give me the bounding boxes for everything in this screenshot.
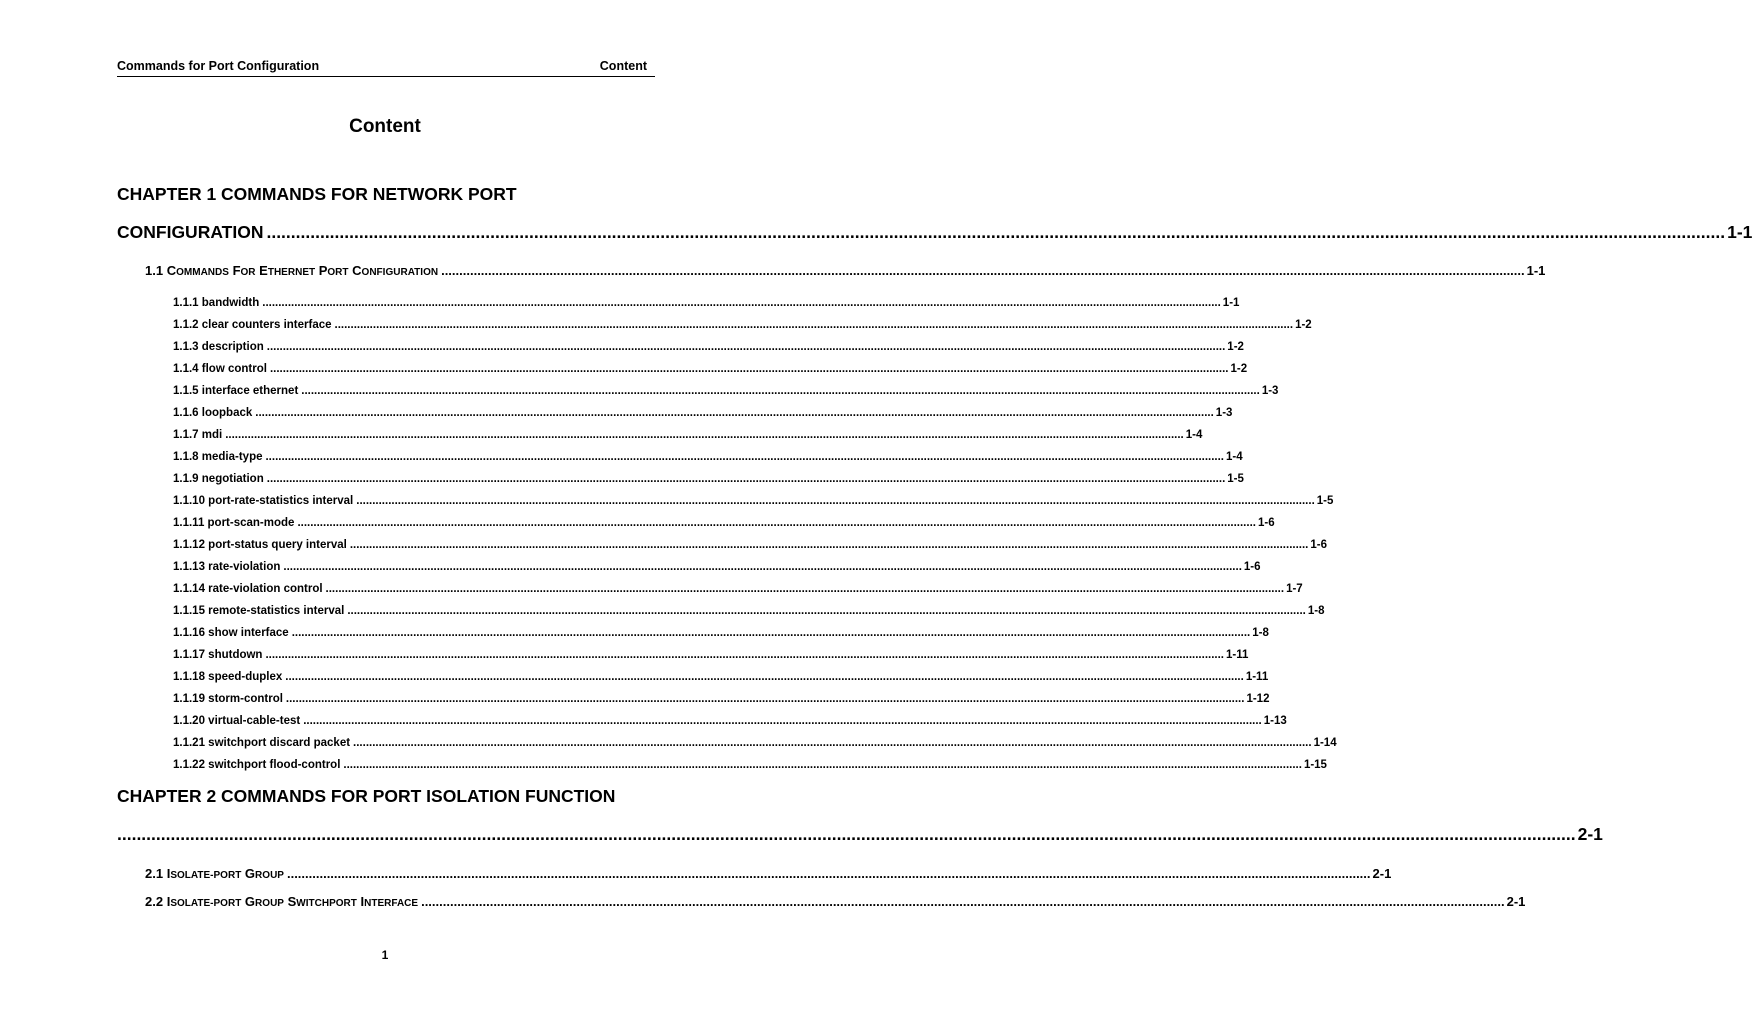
section-number: 2.2 [145, 894, 164, 909]
subsection-label: 1.1.15 remote-statistics interval [173, 605, 345, 617]
page-ref: 1-3 [1215, 407, 1233, 419]
page-ref: 1-3 [1261, 385, 1279, 397]
dot-leader: ............................................................................................................................................................................................................................................................................................................ [356, 495, 1315, 507]
subsection-label: 1.1.9 negotiation [173, 473, 264, 485]
toc-entry-chapter-1[interactable] [117, 222, 1752, 243]
toc-entry-subsection[interactable] [173, 693, 1270, 705]
dot-leader: ............................................................................................................................................................................................................................................................................................................ [266, 341, 1226, 353]
dot-leader: ............................................................................................................................................................................................................................................................................................................ [297, 517, 1256, 529]
running-header [117, 59, 655, 77]
dot-leader: ............................................................................................................................................................................................................................................................................................................ [285, 693, 1245, 705]
page-ref: 1-1 [1727, 222, 1752, 242]
page-ref: 1-8 [1252, 627, 1269, 639]
chapter-1-title-line2: CONFIGURATION [117, 222, 264, 242]
page-ref: 1-7 [1286, 583, 1303, 595]
page-ref: 1-5 [1316, 495, 1334, 507]
dot-leader: ............................................................................................................................................................................................................................................................................................................ [285, 671, 1244, 683]
toc-entry-subsection[interactable] [173, 297, 1240, 309]
subsection-label: 1.1.4 flow control [173, 363, 267, 375]
toc-entry-subsection[interactable] [173, 385, 1279, 397]
subsection-label: 1.1.1 bandwidth [173, 297, 260, 309]
dot-leader: ............................................................................................................................................................................................................................................................................................................ [347, 605, 1306, 617]
page-ref: 1-6 [1257, 517, 1275, 529]
page-ref: 1-11 [1245, 671, 1269, 683]
page-ref: 1-11 [1226, 649, 1249, 661]
page-ref: 2-1 [1372, 866, 1392, 881]
subsection-label: 1.1.10 port-rate-statistics interval [173, 495, 354, 507]
dot-leader: ............................................................................................................................................................................................................................................................................................................ [303, 715, 1262, 727]
dot-leader: ............................................................................................................................................................................................................................................................................................................ [343, 759, 1302, 771]
section-title: ISOLATE-PORT GROUP SWITCHPORT INTERFACE [166, 894, 419, 909]
dot-leader: ............................................................................................................................................................................................................................................................................................................ [441, 263, 1525, 278]
toc-entry-section-2-1[interactable] [145, 866, 1392, 881]
subsection-label: 1.1.2 clear counters interface [173, 319, 332, 331]
subsection-label: 1.1.18 speed-duplex [173, 671, 283, 683]
toc-entry-section-1-1[interactable] [145, 263, 1546, 278]
page-ref: 1-8 [1307, 605, 1325, 617]
dot-leader: ............................................................................................................................................................................................................................................................................................................ [325, 583, 1285, 595]
toc-entry-subsection[interactable] [173, 671, 1269, 683]
header-right-title: Content [599, 59, 647, 73]
dot-leader: ............................................................................................................................................................................................................................................................................................................ [349, 539, 1309, 551]
toc-entry-subsection[interactable] [173, 649, 1249, 661]
page-ref: 1-4 [1226, 451, 1243, 463]
subsection-label: 1.1.13 rate-violation [173, 561, 281, 573]
toc-entry-subsection[interactable] [173, 341, 1244, 353]
subsection-label: 1.1.7 mdi [173, 429, 223, 441]
page-ref: 1-15 [1303, 759, 1327, 771]
toc-entry-subsection[interactable] [173, 429, 1203, 441]
dot-leader: ............................................................................................................................................................................................................................................................................................................ [421, 894, 1505, 909]
toc-entry-section-2-2[interactable] [145, 894, 1526, 909]
subsection-label: 1.1.22 switchport flood-control [173, 759, 341, 771]
dot-leader: ............................................................................................................................................................................................................................................................................................................ [353, 737, 1312, 749]
page-ref: 1-14 [1313, 737, 1337, 749]
toc-entry-subsection[interactable] [173, 539, 1327, 551]
page-ref: 2-1 [1577, 824, 1603, 844]
toc-entry-subsection[interactable] [173, 627, 1269, 639]
toc-entry-subsection[interactable] [173, 407, 1233, 419]
toc-entry-subsection[interactable] [173, 759, 1327, 771]
subsection-label: 1.1.11 port-scan-mode [173, 517, 295, 529]
toc-entry-subsection[interactable] [173, 737, 1337, 749]
subsection-label: 1.1.19 storm-control [173, 693, 283, 705]
page-number: 1 [381, 948, 389, 962]
dot-leader: ............................................................................................................................................................................................................................................................................................................ [301, 385, 1260, 397]
section-title: COMMANDS FOR ETHERNET PORT CONFIGURATION [166, 263, 439, 278]
dot-leader: ............................................................................................................................................................................................................................................................................................................ [266, 473, 1226, 485]
toc-entry-subsection[interactable] [173, 561, 1261, 573]
subsection-label: 1.1.16 show interface [173, 627, 289, 639]
dot-leader: ............................................................................................................................................................................................................................................................................................................ [265, 451, 1225, 463]
page-ref: 1-2 [1230, 363, 1248, 375]
subsection-label: 1.1.3 description [173, 341, 264, 353]
toc-entry-subsection[interactable] [173, 319, 1312, 331]
subsection-label: 1.1.8 media-type [173, 451, 263, 463]
page-ref: 1-2 [1227, 341, 1244, 353]
section-title: ISOLATE-PORT GROUP [166, 866, 284, 881]
toc-entry-subsection[interactable] [173, 715, 1287, 727]
subsection-label: 1.1.21 switchport discard packet [173, 737, 351, 749]
dot-leader: ............................................................................................................................................................................................................................................................................................................ [269, 363, 1229, 375]
toc-entry-subsection[interactable] [173, 451, 1243, 463]
page-ref: 1-6 [1243, 561, 1261, 573]
page-ref: 1-2 [1295, 319, 1312, 331]
section-number: 2.1 [145, 866, 164, 881]
page-ref: 1-5 [1227, 473, 1244, 485]
page-ref: 1-12 [1246, 693, 1270, 705]
toc-entry-subsection[interactable] [173, 605, 1325, 617]
header-left-title: Commands for Port Configuration [117, 59, 320, 73]
dot-leader: ............................................................................................................................................................................................................................................................................................................ [283, 561, 1242, 573]
dot-leader: ............................................................................................................................................................................................................................................................................................................ [266, 222, 1726, 242]
dot-leader: ............................................................................................................................................................................................................................................................................................................ [117, 824, 1576, 844]
dot-leader: ............................................................................................................................................................................................................................................................................................................ [286, 866, 1371, 881]
dot-leader: ............................................................................................................................................................................................................................................................................................................ [291, 627, 1251, 639]
dot-leader: ............................................................................................................................................................................................................................................................................................................ [334, 319, 1294, 331]
subsection-label: 1.1.17 shutdown [173, 649, 263, 661]
subsection-label: 1.1.6 loopback [173, 407, 253, 419]
toc-entry-subsection[interactable] [173, 583, 1303, 595]
page-ref: 1-6 [1310, 539, 1327, 551]
toc-entry-subsection[interactable] [173, 363, 1248, 375]
chapter-2-title: CHAPTER 2 COMMANDS FOR PORT ISOLATION FUNCTION [117, 786, 616, 806]
page-title: Content [349, 116, 421, 137]
dot-leader: ............................................................................................................................................................................................................................................................................................................ [255, 407, 1214, 419]
dot-leader: ............................................................................................................................................................................................................................................................................................................ [265, 649, 1224, 661]
page-ref: 1-4 [1185, 429, 1203, 441]
subsection-label: 1.1.5 interface ethernet [173, 385, 299, 397]
subsection-label: 1.1.20 virtual-cable-test [173, 715, 301, 727]
page-ref: 1-1 [1526, 263, 1546, 278]
toc-entry-subsection[interactable] [173, 473, 1244, 485]
page-ref: 2-1 [1506, 894, 1526, 909]
section-number: 1.1 [145, 263, 164, 278]
toc-entry-chapter-2[interactable] [117, 824, 1603, 845]
subsection-label: 1.1.14 rate-violation control [173, 583, 323, 595]
toc-entry-subsection[interactable] [173, 517, 1275, 529]
dot-leader: ............................................................................................................................................................................................................................................................................................................ [262, 297, 1221, 309]
toc-entry-subsection[interactable] [173, 495, 1334, 507]
page-ref: 1-13 [1263, 715, 1287, 727]
chapter-1-title-line1: CHAPTER 1 COMMANDS FOR NETWORK PORT [117, 184, 517, 204]
page-ref: 1-1 [1222, 297, 1240, 309]
dot-leader: ............................................................................................................................................................................................................................................................................................................ [225, 429, 1184, 441]
subsection-label: 1.1.12 port-status query interval [173, 539, 347, 551]
